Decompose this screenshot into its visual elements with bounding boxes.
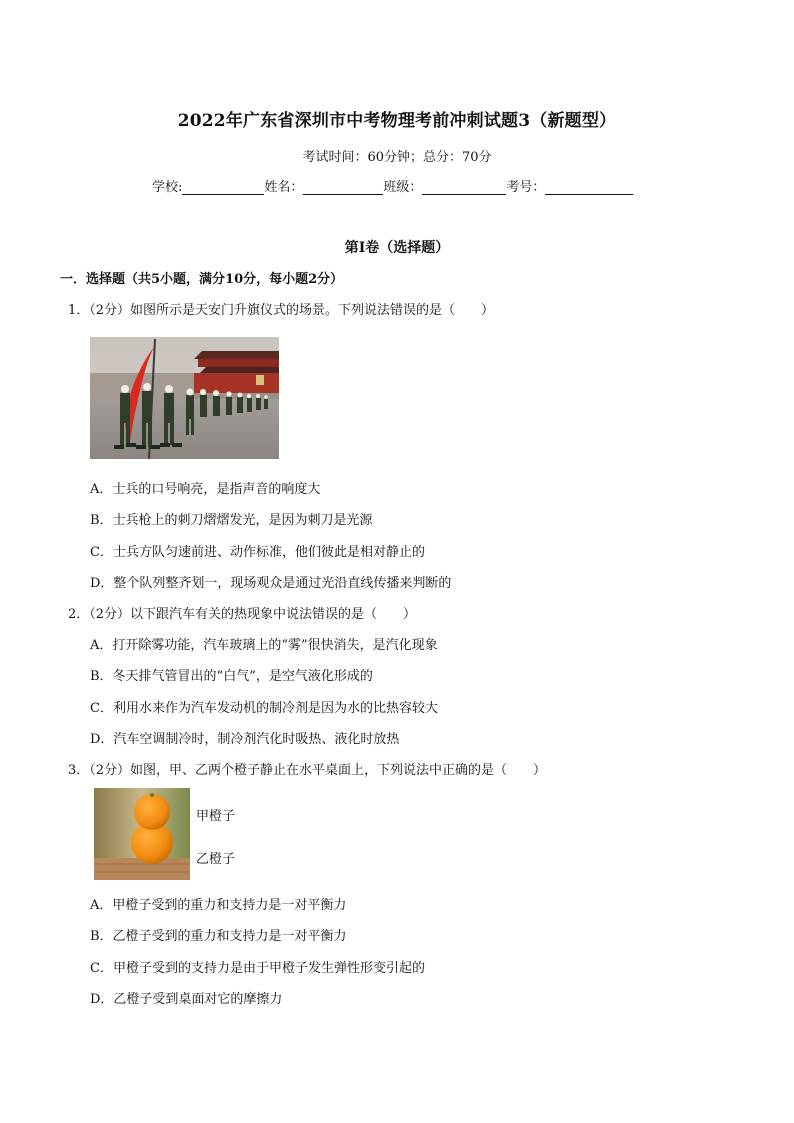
exam-number-label: 考号：: [506, 180, 546, 195]
school-blank[interactable]: [182, 180, 264, 195]
school-label: 学校:: [152, 180, 183, 195]
class-label: 班级：: [383, 180, 423, 195]
question-2-option-a: A．打开除雾功能，汽车玻璃上的“雾”很快消失，是汽化现象: [90, 638, 438, 653]
section-title: 第Ⅰ卷（选择题）: [344, 240, 450, 256]
name-label: 姓名：: [264, 180, 304, 195]
exam-meta: 考试时间：60分钟；总分：70分: [302, 150, 492, 165]
question-3-option-c: C．甲橙子受到的支持力是由于甲橙子发生弹性形变引起的: [90, 961, 425, 976]
caption-orange-yi: 乙橙子: [196, 852, 236, 867]
question-1-option-c: C．士兵方队匀速前进、动作标准，他们彼此是相对静止的: [90, 545, 425, 560]
question-2-option-b: B．冬天排气管冒出的“白气”，是空气液化形成的: [90, 669, 373, 684]
exam-title: 2022年广东省深圳市中考物理考前冲刺试题3（新题型）: [177, 111, 617, 131]
class-blank[interactable]: [422, 180, 506, 195]
question-3-option-d: D．乙橙子受到桌面对它的摩擦力: [90, 992, 283, 1007]
oranges-image: [94, 788, 190, 880]
question-2-stem: 2．（2分）以下跟汽车有关的热现象中说法错误的是（ ）: [68, 607, 417, 622]
flag-ceremony-image: [90, 337, 279, 459]
student-info-row: [152, 176, 633, 195]
question-1-option-b: B．士兵枪上的刺刀熠熠发光，是因为刺刀是光源: [90, 513, 373, 528]
exam-number-blank[interactable]: [545, 180, 633, 195]
question-1-stem: 1．（2分）如图所示是天安门升旗仪式的场景。下列说法错误的是（ ）: [68, 303, 495, 318]
caption-orange-jia: 甲橙子: [196, 809, 236, 824]
question-3-stem: 3．（2分）如图，甲、乙两个橙子静止在水平桌面上，下列说法中正确的是（ ）: [68, 763, 547, 778]
question-2-option-d: D．汽车空调制冷时，制冷剂汽化时吸热、液化时放热: [90, 732, 400, 747]
question-3-option-a: A．甲橙子受到的重力和支持力是一对平衡力: [90, 898, 347, 913]
name-blank[interactable]: [303, 180, 383, 195]
question-2-option-c: C．利用水来作为汽车发动机的制冷剂是因为水的比热容较大: [90, 701, 438, 716]
question-1-option-d: D．整个队列整齐划一，现场观众是通过光沿直线传播来判断的: [90, 576, 452, 591]
question-3-option-b: B．乙橙子受到的重力和支持力是一对平衡力: [90, 929, 347, 944]
question-1-option-a: A．士兵的口号响亮，是指声音的响度大: [90, 482, 321, 497]
part-title: 一．选择题（共5小题，满分10分，每小题2分）: [60, 272, 344, 287]
